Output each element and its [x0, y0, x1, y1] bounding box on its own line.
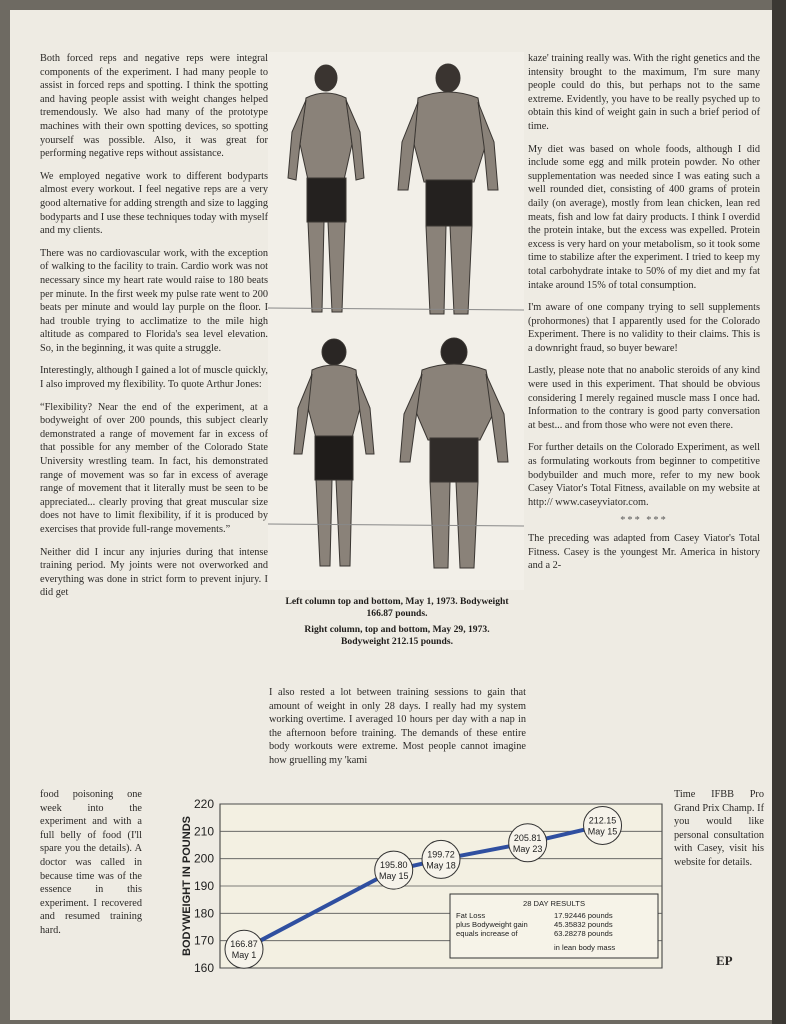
data-point — [584, 806, 622, 844]
data-point-date: May 23 — [512, 843, 543, 854]
y-tick-label: 180 — [193, 906, 214, 921]
paragraph: For further details on the Colorado Experiment, as well as formulating workouts from beginner to competitive bodybuilder and much more, refer to my new book Casey Viator's Total Fitness, available on my website at http:// www.caseyviator.com. — [528, 442, 760, 508]
scan-edge — [772, 0, 786, 1024]
data-point — [422, 840, 460, 878]
paragraph: There was no cardiovascular work, with the exception of walking to the facility to train. Cardio work was not necessary since my heart rate would raise to 180 beats per minute. In the first week my pulse rate went to 200 beats per minute and would lay purple on the floor. I had trouble trying to acclimatize to the mile high altitude as compared to Florida's sea level elevation. So, in the beginning, it was quite a struggle. — [40, 247, 268, 354]
magazine-page — [10, 10, 772, 1020]
y-axis-label: BODYWEIGHT IN POUNDS — [181, 816, 193, 956]
y-tick-label: 190 — [193, 879, 214, 893]
right-column-tail — [674, 788, 764, 879]
photo-caption-right: Right column, top and bottom, May 29, 1973. Bodyweight 212.15 pounds. — [304, 624, 490, 647]
results-value: 17.92446 pounds — [554, 911, 613, 920]
section-separator: *** *** — [620, 515, 668, 527]
results-box — [450, 894, 658, 958]
data-point-date: May 1 — [231, 950, 257, 961]
results-title: 28 DAY RESULTS — [522, 899, 586, 908]
paragraph: Lastly, please note that no anabolic steroids of any kind were used in this experiment. That should be obvious considering I merely regained muscle mass I once had. Information to the contrary is good party conversation at best... and from those who were not even there. — [528, 365, 760, 431]
y-tick-label: 160 — [193, 961, 214, 975]
weight-gain-chart — [150, 788, 674, 988]
paragraph: We employed negative work to different bodyparts almost every workout. I feel negative reps are a very good alternative for adding strength and size to lagging bodyparts and I use these techniques today with myself and my clients. — [40, 170, 268, 237]
data-point-value: 199.72 — [427, 849, 455, 860]
results-label: equals increase of — [456, 929, 518, 938]
data-point-date: May 15 — [378, 871, 409, 882]
photo-front-poses — [268, 52, 524, 328]
end-mark: EP — [716, 953, 733, 968]
data-point-value: 205.81 — [513, 832, 542, 843]
author-bio-cont: Time IFBB Pro Grand Prix Champ. If you would like personal consultation with Casey, visit his website for details. — [674, 789, 764, 868]
left-column — [40, 52, 268, 609]
right-column — [528, 52, 760, 582]
paragraph: I also rested a lot between training sessions to gain that amount of weight in only 28 days. I really had my system working overtime. I averaged 10 hours per day with a nap in the afternoon before training. The demands of these entire body workouts were extreme. Most people cannot imagine how gruelling my 'kami — [269, 687, 526, 766]
results-label: Fat Loss — [456, 911, 486, 920]
results-value: 45.35832 pounds — [554, 920, 613, 929]
data-point — [509, 824, 547, 862]
results-value: 63.28278 pounds — [554, 929, 613, 938]
paragraph: food poisoning one week into the experiment and with a full belly of food (I'll spare you the details). A doctor was called in because time was of the essence in this experiment. I recovered and resumed training hard. — [40, 789, 142, 936]
paragraph: I'm aware of one company trying to sell supplements (prohormones) that I apparently used for the Colorado Experiment. There is no validity to their claims. This is a downright fraud, so buyer beware! — [528, 302, 760, 354]
data-point-value: 166.87 — [230, 939, 258, 950]
data-point-date: May 18 — [426, 860, 456, 871]
y-tick-label: 220 — [193, 797, 214, 811]
y-tick-label: 170 — [193, 933, 214, 948]
data-point — [225, 930, 263, 968]
author-bio: The preceding was adapted from Casey Viator's Total Fitness. Casey is the youngest Mr. America in history and a 2- — [528, 533, 760, 572]
data-point — [375, 851, 413, 889]
photo-caption-left: Left column top and bottom, May 1, 1973. Bodyweight 166.87 pounds. — [285, 596, 509, 619]
data-point-value: 212.15 — [588, 815, 617, 826]
data-point-date: May 15 — [587, 826, 618, 837]
paragraph: Both forced reps and negative reps were integral components of the experiment. I had many people to assist in forced reps and spotting. I think the spotting and having people assist with weight changes helped tremendously. We also had many of the prototype machines with their own spotting devices, so spotting yourself was possible. Also, it was great for performing negative reps without assistance. — [40, 53, 268, 160]
paragraph: My diet was based on whole foods, although I did include some egg and milk protein powder. No other supplementation was needed since I was eating such a well rounded diet, consisting of 400 grams of protein daily (on average), mostly from lean chicken, lean red meats, fish and low fat dairy products. I think I overdid the protein intake, but the excess was expelled. Protein excess is very hard on your metabolism, so it took some time to stabilize after the experiment. I tried to keep my total carbohydrate intake to 50% of my diet and my fat intake around 15% of total consumption. — [528, 143, 760, 291]
results-footer: in lean body mass — [554, 943, 616, 952]
y-tick-label: 200 — [193, 851, 214, 866]
photo-back-poses — [268, 328, 524, 590]
quote-paragraph: “Flexibility? Near the end of the experiment, at a bodyweight of over 200 pounds, this subject clearly demonstrated a range of movement far in excess of that possible for any member of the Colorado State University wrestling team. In fact, his demonstrated range of movement was so far in excess of average range of movement that it literally must be seen to be appreciated... clearly proving that great muscular size does not have to limit flexibility, if it is produced by exercises that provide full-range movements.” — [40, 401, 268, 535]
middle-column — [269, 686, 526, 777]
paragraph: Interestingly, although I gained a lot of muscle quickly, I also improved my flexibility. To quote Arthur Jones: — [40, 365, 268, 391]
data-point-value: 195.80 — [379, 860, 408, 871]
paragraph: kaze' training really was. With the right genetics and the intensity brought to the maximum, I'm sure many people could do this, but perhaps not to the same extreme. Evidently, you have to be really psyched up to obtain this kind of weight gain in such a brief period of time. — [528, 53, 760, 132]
paragraph: Neither did I incur any injuries during that intense training period. My joints were not overworked and everything was done in strict form to prevent injury. I did get — [40, 546, 268, 599]
chart-y-ticks — [194, 797, 214, 975]
left-column-tail — [40, 788, 142, 947]
y-tick-label: 210 — [193, 824, 214, 839]
results-label: plus Bodyweight gain — [456, 920, 528, 929]
